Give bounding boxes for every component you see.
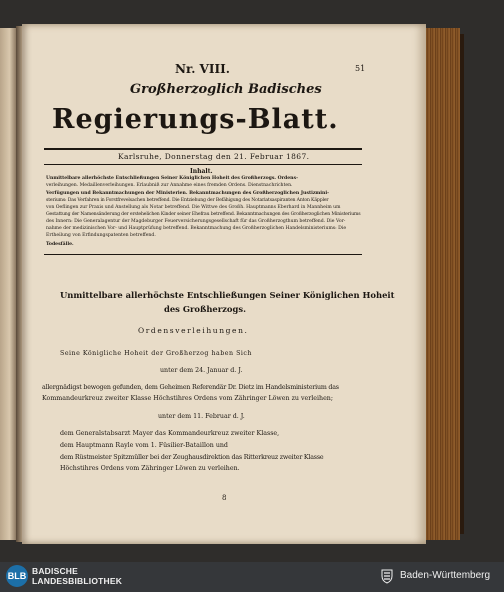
book-spine-shadow [460,34,464,534]
gazette-title: Regierungs-Blatt. [52,104,339,135]
paragraph: dem Hauptmann Rayle vom 1. Füsilier-Bataillon und [60,442,228,449]
section-heading: Unmittelbare allerhöchste Entschließungen Seiner Königlichen Hoheit [60,290,395,300]
page-number: 51 [355,64,366,73]
book-page-edges [426,28,460,540]
toc-line: Unmittelbare allerhöchste Entschließungen Seiner Königlichen Hoheit des Großherzogs. Ordens- [46,176,299,181]
viewer-footer [0,562,504,592]
paragraph: dem Generalstabsarzt Mayer das Kommandeurkreuz zweiter Klasse, [60,430,280,437]
toc-line: Ertheilung von Erfindungspatenten betreffend. [46,233,156,238]
toc-rule [44,254,362,255]
section-heading-cont: des Großherzogs. [164,304,246,314]
document-page [22,24,426,544]
blb-logo-icon[interactable]: BLB [6,565,28,587]
paragraph: dem Rüstmeister Spitzmüller bei der Zeughausdirektion das Ritterkreuz zweiter Klasse [60,454,324,461]
toc-line: steriums: Das Verfahren in Forstfrevelsachen betreffend. Die Entziehung der Befähigung des Notariatsaspiranten Anton Käppler [46,198,329,203]
signature-mark: 8 [222,494,227,502]
library-name[interactable] [32,566,122,586]
toc-line: Todesfälle. [46,242,74,247]
toc-heading: Inhalt. [190,168,213,175]
paragraph: Höchstihres Ordens vom Zähringer Löwen zu verleihen. [60,465,240,472]
state-coat-of-arms-icon [380,568,394,584]
section-subheading: Ordensverleihungen. [138,326,249,335]
dateline: Karlsruhe, Donnerstag den 21. Februar 1867. [118,152,310,161]
toc-line: nahme der medizinischen Vor- und Hauptprüfung betreffend. Bekanntmachung des Großherzoglichen Handelsministeriums: Die [46,226,347,231]
paragraph: allergnädigst bewogen gefunden, dem Geheimen Referendär Dr. Dietz im Handelsministerium das [42,384,339,391]
facing-page-edge [0,28,16,540]
toc-line: des Innern: Die Generalagentur der Magdeburger Feuerversicherungsgesellschaft für das Großherzogthum betreffend. Die Vor- [46,219,346,224]
issue-number: Nr. VIII. [175,62,230,76]
dateline-rule [44,164,362,165]
toc-line: verleihungen. Medaillenverleihungen. Erlaubniß zur Annahme eines fremden Ordens. Dienstnachrichten. [46,183,293,188]
state-label[interactable]: Baden-Württemberg [400,570,491,581]
title-rule [44,148,362,150]
toc-line: von Oeflingen zur Praxis und Anstellung als Notar betreffend. Die Wittwe des Großh. Hauptmanns Eberhard in Mannheim um [46,205,341,210]
gazette-subtitle: Großherzoglich Badisches [130,82,322,97]
paragraph: unter dem 11. Februar d. J. [158,413,245,420]
toc-line: Verfügungen und Bekanntmachungen der Ministerien. Bekanntmachungen des Großherzoglichen Justizmini- [46,191,330,196]
paragraph: Seine Königliche Hoheit der Großherzog haben Sich [60,350,252,357]
library-name-line2: LANDESBIBLIOTHEK [32,576,123,586]
toc-line: Gestattung der Namensänderung der erstehelichen Kinder seiner Ehefrau betreffend. Bekanntmachungen des Großherzoglichen Ministeriums [46,212,361,217]
library-name-line1: BADISCHE [32,566,78,576]
paragraph: unter dem 24. Januar d. J. [160,367,243,374]
paragraph: Kommandeurkreuz zweiter Klasse Höchstihres Ordens vom Zähringer Löwen zu verleihen; [42,395,333,402]
